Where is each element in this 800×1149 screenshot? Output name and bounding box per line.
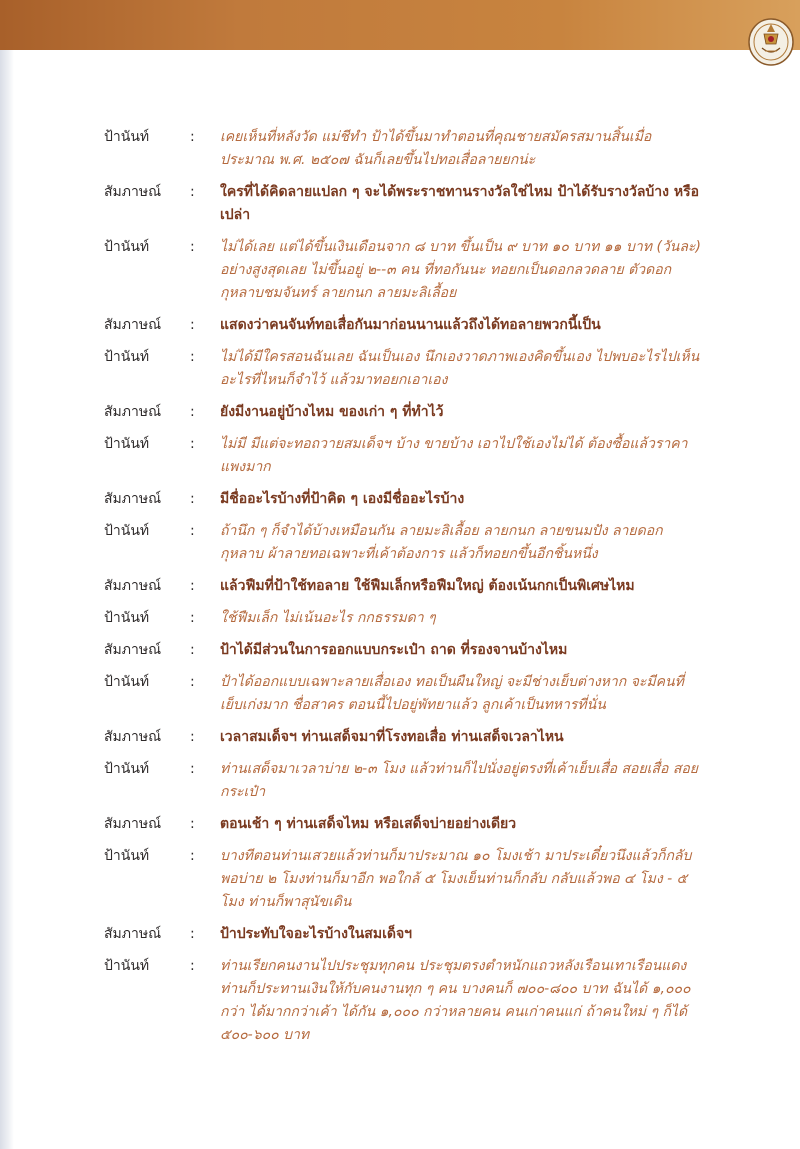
interviewee-answer-row	[104, 236, 704, 305]
speaker-label: ป้านันท์	[104, 349, 150, 365]
speaker-colon: :	[190, 848, 195, 864]
speaker-label: สัมภาษณ์	[104, 729, 162, 745]
interviewer-question-row	[104, 401, 704, 424]
interviewer-question-row	[104, 181, 704, 227]
speaker-label: สัมภาษณ์	[104, 578, 162, 594]
page-binding-shadow	[0, 0, 14, 1149]
speaker-label: สัมภาษณ์	[104, 642, 162, 658]
question-text: ตอนเช้า ๆ ท่านเสด็จไหม หรือเสด็จบ่ายอย่างเดียว	[220, 816, 517, 832]
speaker-colon: :	[190, 317, 195, 333]
royal-seal-emblem-icon	[747, 14, 795, 66]
answer-text: ไม่ได้มีใครสอนฉันเลย ฉันเป็นเอง นึกเองวาดภาพเองคิดขึ้นเอง ไปพบอะไรไปเห็นอะไรที่ไหนก็จำไว้ แล้วมาทอยกเอาเอง	[220, 349, 700, 388]
speaker-colon: :	[190, 184, 195, 200]
interviewee-answer-row	[104, 671, 704, 717]
speaker-label: ป้านันท์	[104, 674, 150, 690]
speaker-label: สัมภาษณ์	[104, 317, 162, 333]
speaker-colon: :	[190, 761, 195, 777]
interviewee-answer-row	[104, 607, 704, 630]
speaker-colon: :	[190, 610, 195, 626]
answer-text: ท่านเรียกคนงานไปประชุมทุกคน ประชุมตรงตำหนักแถวหลังเรือนเทาเรือนแดง ท่านก็ประทานเงินให้กับคนงานทุก ๆ คน บางคนก็ ๗๐๐-๘๐๐ บาท ฉันได้ ๑,๐๐๐ กว่า ได้มากกว่าเค้า ได้กัน ๑,๐๐๐ กว่าหลายคน คนเก่าคนแก่ ถ้าคนใหม่ ๆ ก็ได้ ๕๐๐-๖๐๐ บาท	[220, 958, 691, 1043]
question-text: ยังมีงานอยู่บ้างไหม ของเก่า ๆ ที่ทำไว้	[220, 404, 444, 420]
question-text: แล้วฟืมที่ป้าใช้ทอลาย ใช้ฟืมเล็กหรือฟืมใหญ่ ต้องเน้นกกเป็นพิเศษไหม	[220, 578, 635, 594]
answer-text: ไม่ได้เลย แต่ได้ขึ้นเงินเดือนจาก ๘ บาท ขึ้นเป็น ๙ บาท ๑๐ บาท ๑๑ บาท (วันละ) อย่างสูงสุดเลย ไม่ขึ้นอยู่ ๒--๓ คน ที่ทอกันนะ ทอยกเป็นดอกลวดลาย ตัวดอกกุหลาบชมจันทร์ ลายกนก ลายมะลิเลื้อย	[220, 239, 701, 301]
speaker-colon: :	[190, 436, 195, 452]
answer-text: เคยเห็นที่หลังวัด แม่ชีทำ ป้าได้ขึ้นมาทำตอนที่คุณชายสมัครสมานสิ้นเมื่อประมาณ พ.ศ. ๒๕๐๗ ฉันก็เลยขึ้นไปทอเสื่อลายยกน่ะ	[220, 129, 652, 168]
speaker-label: ป้านันท์	[104, 523, 150, 539]
speaker-label: ป้านันท์	[104, 848, 150, 864]
speaker-label: สัมภาษณ์	[104, 926, 162, 942]
speaker-label: สัมภาษณ์	[104, 491, 162, 507]
speaker-colon: :	[190, 816, 195, 832]
interviewee-answer-row	[104, 845, 704, 914]
answer-text: ถ้านึก ๆ ก็จำได้บ้างเหมือนกัน ลายมะลิเลื้อย ลายกนก ลายขนมปัง ลายดอกกุหลาบ ผ้าลายทอเฉพาะที่เค้าต้องการ แล้วก็ทอยกขึ้นอีกชิ้นหนึ่ง	[220, 523, 663, 562]
interviewer-question-row	[104, 488, 704, 511]
interview-transcript	[104, 126, 704, 1056]
interviewee-answer-row	[104, 520, 704, 566]
answer-text: ใช้ฟืมเล็ก ไม่เน้นอะไร กกธรรมดา ๆ	[220, 610, 436, 626]
speaker-colon: :	[190, 491, 195, 507]
speaker-label: สัมภาษณ์	[104, 816, 162, 832]
speaker-colon: :	[190, 239, 195, 255]
interviewer-question-row	[104, 726, 704, 749]
answer-text: ไม่มี มีแต่จะทอถวายสมเด็จฯ บ้าง ขายบ้าง เอาไปใช้เองไม่ได้ ต้องซื้อแล้วราคาแพงมาก	[220, 436, 688, 475]
interviewer-question-row	[104, 575, 704, 598]
interviewer-question-row	[104, 923, 704, 946]
interviewee-answer-row	[104, 126, 704, 172]
question-text: มีชื่ออะไรบ้างที่ป้าคิด ๆ เองมีชื่ออะไรบ้าง	[220, 491, 465, 507]
speaker-colon: :	[190, 349, 195, 365]
question-text: ใครที่ได้คิดลายแปลก ๆ จะได้พระราชทานรางวัลใช่ไหม ป้าได้รับรางวัลบ้าง หรือเปล่า	[220, 184, 700, 223]
question-text: เวลาสมเด็จฯ ท่านเสด็จมาที่โรงทอเสื่อ ท่านเสด็จเวลาไหน	[220, 729, 564, 745]
answer-text: ป้าได้ออกแบบเฉพาะลายเสื่อเอง ทอเป็นผืนใหญ่ จะมีช่างเย็บต่างหาก จะมีคนที่เย็บเก่งมาก ชื่อสาคร ตอนนี้ไปอยู่พัทยาแล้ว ลูกเค้าเป็นทหารที่นั่น	[220, 674, 684, 713]
interviewee-answer-row	[104, 346, 704, 392]
interviewee-answer-row	[104, 758, 704, 804]
question-text: ป้าได้มีส่วนในการออกแบบกระเป๋า ถาด ที่รองจานบ้างไหม	[220, 642, 568, 658]
interviewer-question-row	[104, 813, 704, 836]
interviewer-question-row	[104, 314, 704, 337]
speaker-label: สัมภาษณ์	[104, 404, 162, 420]
speaker-colon: :	[190, 129, 195, 145]
header-band	[0, 0, 800, 50]
speaker-label: ป้านันท์	[104, 958, 150, 974]
question-text: แสดงว่าคนจันท์ทอเสื่อกันมาก่อนนานแล้วถึงได้ทอลายพวกนี้เป็น	[220, 317, 601, 333]
speaker-colon: :	[190, 926, 195, 942]
speaker-colon: :	[190, 578, 195, 594]
speaker-label: ป้านันท์	[104, 610, 150, 626]
interviewee-answer-row	[104, 433, 704, 479]
interviewer-question-row	[104, 639, 704, 662]
interviewee-answer-row	[104, 955, 704, 1047]
speaker-colon: :	[190, 729, 195, 745]
speaker-label: ป้านันท์	[104, 761, 150, 777]
speaker-colon: :	[190, 523, 195, 539]
speaker-label: สัมภาษณ์	[104, 184, 162, 200]
speaker-label: ป้านันท์	[104, 436, 150, 452]
speaker-colon: :	[190, 958, 195, 974]
answer-text: บางทีตอนท่านเสวยแล้วท่านก็มาประมาณ ๑๐ โมงเช้า มาประเดี๋ยวนึงแล้วก็กลับ พอบ่าย ๒ โมงท่านก็มาอีก พอใกล้ ๕ โมงเย็นท่านก็กลับ กลับแล้วพอ ๔ โมง - ๕ โมง ท่านก็พาสุนัขเดิน	[220, 848, 692, 910]
answer-text: ท่านเสด็จมาเวลาบ่าย ๒-๓ โมง แล้วท่านก็ไปนั่งอยู่ตรงที่เค้าเย็บเสื่อ สอยเสื่อ สอยกระเป๋า	[220, 761, 698, 800]
speaker-label: ป้านันท์	[104, 129, 150, 145]
speaker-label: ป้านันท์	[104, 239, 150, 255]
speaker-colon: :	[190, 642, 195, 658]
speaker-colon: :	[190, 674, 195, 690]
question-text: ป้าประทับใจอะไรบ้างในสมเด็จฯ	[220, 926, 413, 942]
speaker-colon: :	[190, 404, 195, 420]
